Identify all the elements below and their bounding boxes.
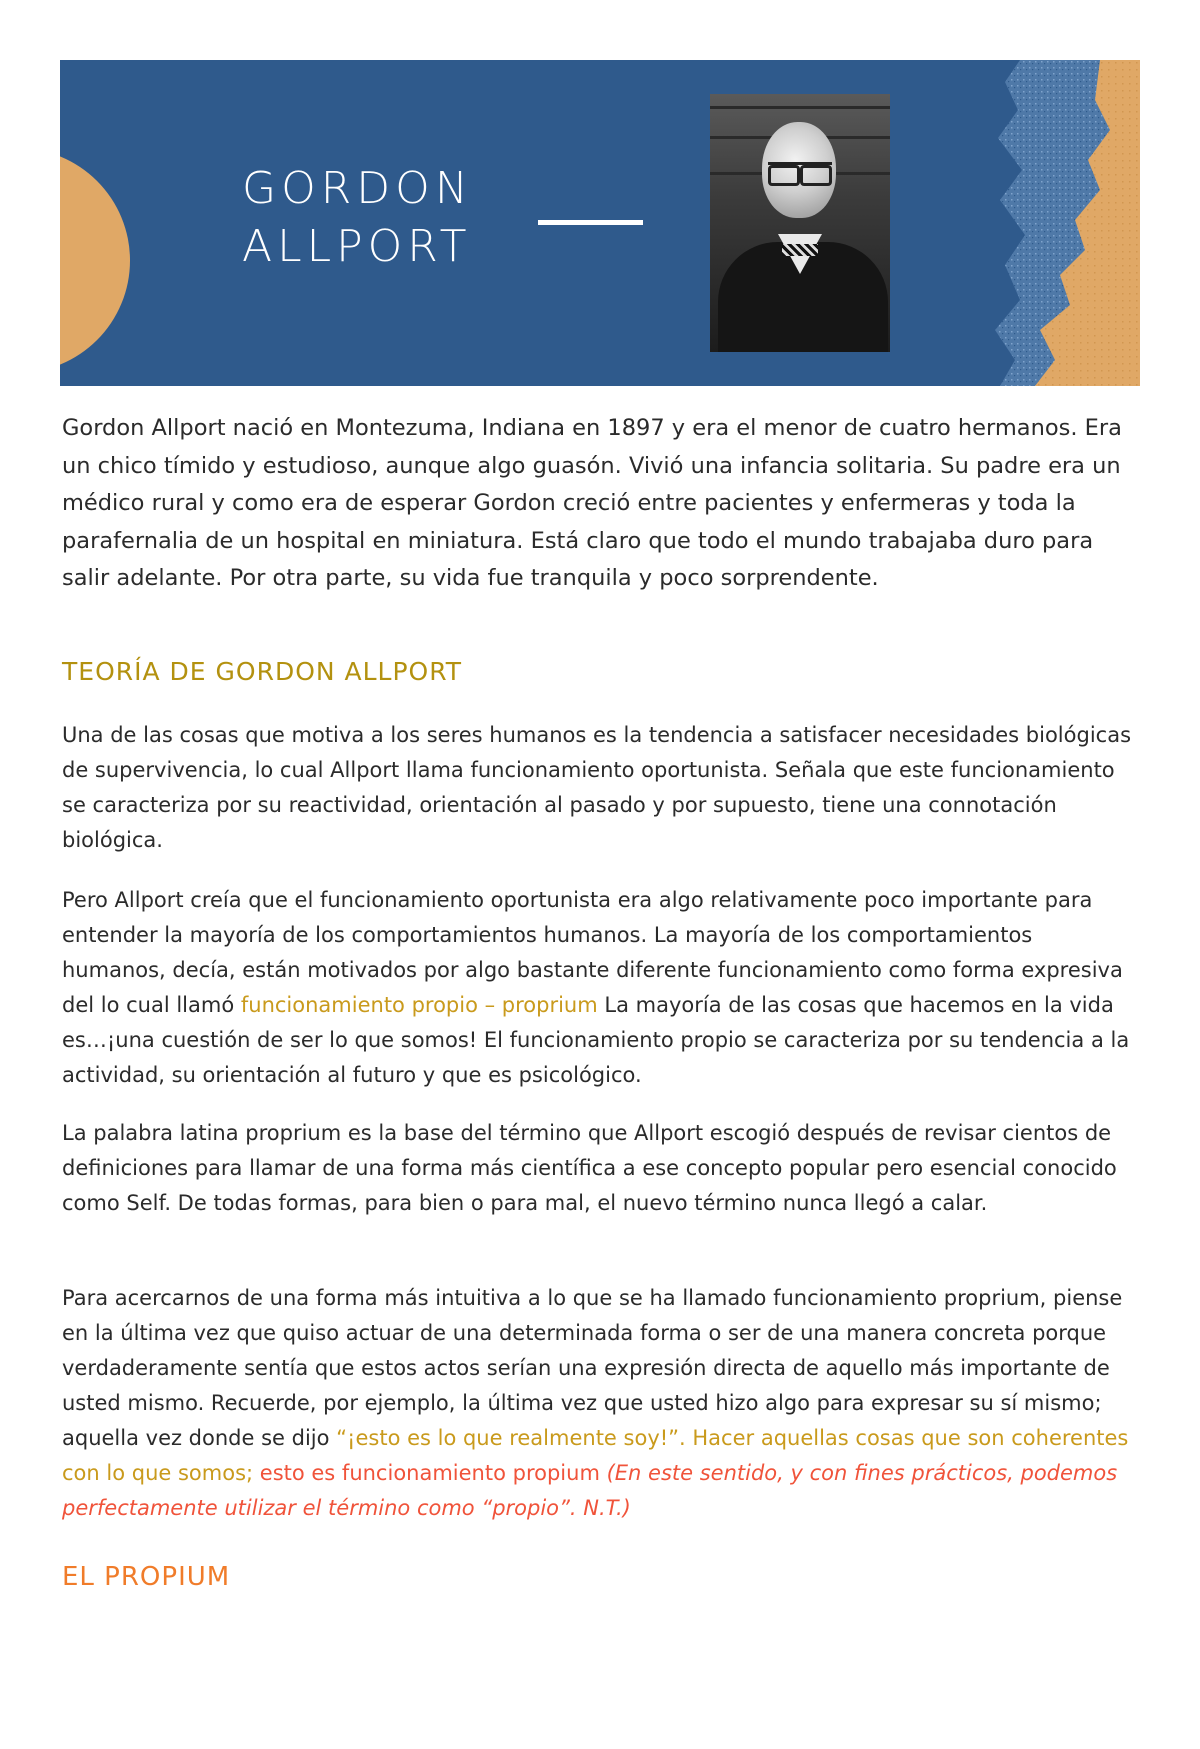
section-heading-propium: EL PROPIUM [62,1562,231,1592]
header-banner [60,60,1140,386]
translator-note: (En este sentido, y con fines prácticos, podemos perfectamente utilizar el término como “propio”. N.T.) [62,1461,1118,1520]
orange-half-circle-decoration [60,148,130,373]
portrait-glasses [768,162,832,181]
theory-paragraph-4 [62,1281,1140,1526]
theory-paragraph-2 [62,883,1140,1093]
quote-highlight: “¡esto es lo que realmente soy!”. Hacer aquellas cosas que son coherentes con lo que somos; [62,1426,1129,1485]
theory-paragraph-2-text-a: Pero Allport creía que el funcionamiento oportunista era algo relativamente poco importante para entender la mayoría de los comportamientos humanos. La mayoría de los comportamientos humanos, decía, están motivados por algo bastante diferente funcionamiento como forma expresiva del lo cual llamó [62,888,1123,1017]
page-title [242,160,473,276]
propium-highlight: esto es funcionamiento propium [253,1461,607,1485]
theory-paragraph-3: La palabra latina proprium es la base del término que Allport escogió después de revisar cientos de definiciones para llamar de una forma más científica a ese concepto popular pero esencial conocido como Self. De todas formas, para bien o para mal, el nuevo término nunca llegó a calar. [62,1121,1117,1215]
section-heading-theory: TEORÍA DE GORDON ALLPORT [62,657,463,686]
title-divider [538,220,643,225]
torn-paper-decoration [980,60,1140,386]
proprium-highlight: funcionamiento propio – proprium [240,993,598,1017]
title-line-1: GORDON [242,163,473,214]
theory-paragraph-2-text-b: La mayoría de las cosas que hacemos en la vida es…¡una cuestión de ser lo que somos! El funcionamiento propio se caracteriza por su tendencia a la actividad, su orientación al futuro y que es psicológico. [62,993,1130,1087]
portrait-bowtie [782,244,818,256]
title-line-2: ALLPORT [242,221,472,272]
intro-paragraph: Gordon Allport nació en Montezuma, Indiana en 1897 y era el menor de cuatro hermanos. Era un chico tímido y estudioso, aunque algo guasón. Vivió una infancia solitaria. Su padre era un médico rural y como era de esperar Gordon creció entre pacientes y enfermeras y toda la parafernalia de un hospital en miniatura. Está claro que todo el mundo trabajaba duro para salir adelante. Por otra parte, su vida fue tranquila y poco sorprendente. [62,415,1122,591]
bookshelf-line [710,106,890,109]
theory-paragraph-1: Una de las cosas que motiva a los seres humanos es la tendencia a satisfacer necesidades biológicas de supervivencia, lo cual Allport llama funcionamiento oportunista. Señala que este funcionamiento se caracteriza por su reactividad, orientación al pasado y por supuesto, tiene una connotación biológica. [62,723,1132,852]
portrait-photo [710,94,890,352]
theory-paragraph-4-text: Para acercarnos de una forma más intuitiva a lo que se ha llamado funcionamiento proprium, piense en la última vez que quiso actuar de una determinada forma o ser de una manera concreta porque verdaderamente sentía que estos actos serían una expresión directa de aquello más importante de usted mismo. Recuerde, por ejemplo, la última vez que usted hizo algo para expresar su sí mismo; aquella vez donde se dijo [62,1286,1123,1450]
